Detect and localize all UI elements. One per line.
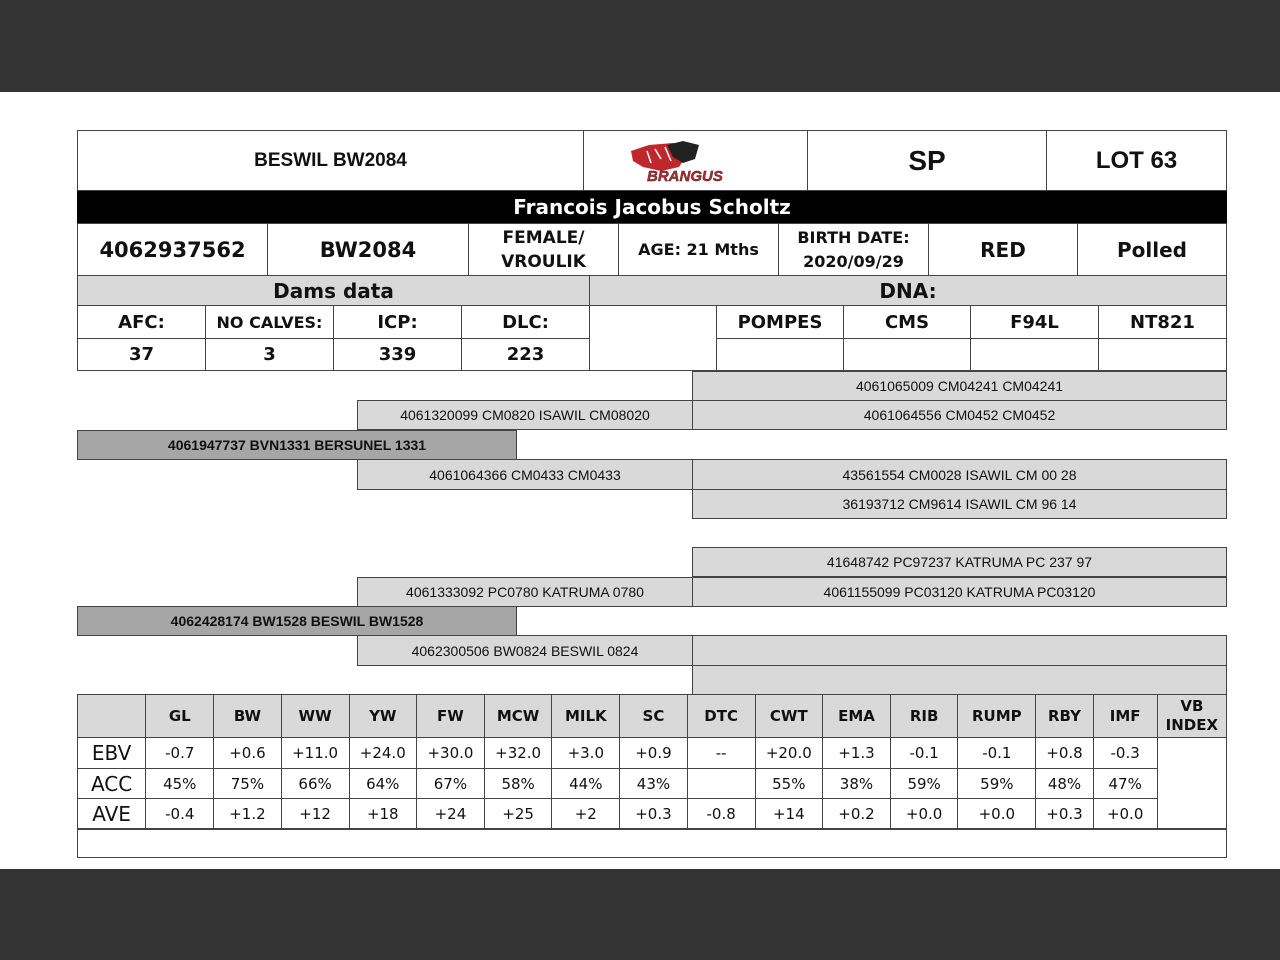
ave-cell: +14	[755, 799, 822, 830]
dna-header-nt821: NT821	[1098, 305, 1227, 339]
animal-tag: BW2084	[267, 223, 469, 276]
dna-value-nt821	[1098, 338, 1227, 371]
acc-cell	[687, 769, 755, 799]
dna-spacer	[589, 305, 717, 371]
ave-cell: +0.2	[822, 799, 890, 830]
acc-cell: 75%	[214, 769, 281, 799]
ebv-col-ww: WW	[281, 695, 349, 738]
dna-value-f94l	[970, 338, 1099, 371]
ave-cell: -0.8	[687, 799, 755, 830]
dams-data-title: Dams data	[77, 275, 590, 306]
acc-cell: 67%	[416, 769, 484, 799]
birth-date-label: BIRTH DATE:	[797, 227, 910, 247]
ebv-cell: +24.0	[349, 738, 416, 769]
acc-cell: 38%	[822, 769, 890, 799]
vb-index-line-2: INDEX	[1165, 716, 1219, 734]
ebv-cell: +11.0	[281, 738, 349, 769]
acc-cell: 66%	[281, 769, 349, 799]
ave-cell: +0.0	[958, 799, 1036, 830]
acc-row-label: ACC	[78, 769, 146, 799]
ebv-row-label: EBV	[78, 738, 146, 769]
birth-date-value: 2020/09/29	[803, 251, 904, 271]
ave-cell: -0.4	[146, 799, 214, 830]
pedigree-sire-dam-sire: 43561554 CM0028 ISAWIL CM 00 28	[692, 459, 1227, 490]
ebv-cell: +0.6	[214, 738, 281, 769]
ebv-header-row	[78, 695, 1227, 738]
acc-cell: 48%	[1036, 769, 1093, 799]
ebv-row-ave	[78, 799, 1227, 830]
ebv-col-dtc: DTC	[687, 695, 755, 738]
brangus-logo	[583, 130, 808, 191]
color: RED	[928, 223, 1078, 276]
ebv-col-imf: IMF	[1093, 695, 1157, 738]
ave-cell: +0.3	[1036, 799, 1093, 830]
document-page	[0, 92, 1280, 869]
dams-value-icp: 339	[333, 338, 462, 371]
birth-date-cell	[778, 223, 929, 276]
sex-line-1: FEMALE/	[502, 227, 585, 248]
vb-index-value	[1157, 738, 1226, 830]
dams-header-icp: ICP:	[333, 305, 462, 339]
dams-value-no-calves: 3	[205, 338, 334, 371]
acc-cell: 58%	[485, 769, 552, 799]
ebv-cell: -0.7	[146, 738, 214, 769]
vb-index-line-1: VB	[1180, 697, 1204, 715]
bull-logo-icon	[621, 137, 771, 185]
animal-name: BESWIL BW2084	[77, 130, 584, 191]
ebv-col-rib: RIB	[891, 695, 958, 738]
pedigree-sire-sire-sire: 4061065009 CM04241 CM04241	[692, 371, 1227, 401]
ebv-col-cwt: CWT	[755, 695, 822, 738]
footer-empty-row	[77, 828, 1227, 858]
ebv-col-fw: FW	[416, 695, 484, 738]
owner-name: Francois Jacobus Scholtz	[77, 191, 1227, 223]
ave-cell: +0.0	[891, 799, 958, 830]
pedigree-sire-dam-dam: 36193712 CM9614 ISAWIL CM 96 14	[692, 489, 1227, 519]
acc-cell: 55%	[755, 769, 822, 799]
ebv-col-vb-index	[1157, 695, 1226, 738]
dams-header-no-calves: NO CALVES:	[205, 305, 334, 339]
sex-line-2: VROULIK	[501, 251, 586, 272]
dna-header-cms: CMS	[843, 305, 971, 339]
ebv-cell: +20.0	[755, 738, 822, 769]
dna-value-pompes	[716, 338, 844, 371]
ebv-col-mcw: MCW	[485, 695, 552, 738]
ebv-col-sc: SC	[620, 695, 687, 738]
ebv-cell: +0.8	[1036, 738, 1093, 769]
pedigree-dam-sire-dam: 4061155099 PC03120 KATRUMA PC03120	[692, 577, 1227, 607]
acc-cell: 47%	[1093, 769, 1157, 799]
acc-cell: 44%	[552, 769, 620, 799]
ebv-row-acc	[78, 769, 1227, 799]
pedigree-dam-sire-sire: 41648742 PC97237 KATRUMA PC 237 97	[692, 547, 1227, 577]
ebv-col-gl: GL	[146, 695, 214, 738]
grade-label: SP	[807, 130, 1047, 191]
dams-value-dlc: 223	[461, 338, 590, 371]
acc-cell: 64%	[349, 769, 416, 799]
ebv-cell: +3.0	[552, 738, 620, 769]
ebv-cell: --	[687, 738, 755, 769]
ebv-col-rump: RUMP	[958, 695, 1036, 738]
ebv-col-ema: EMA	[822, 695, 890, 738]
ave-cell: +24	[416, 799, 484, 830]
acc-cell: 43%	[620, 769, 687, 799]
ave-cell: +18	[349, 799, 416, 830]
ave-cell: +0.3	[620, 799, 687, 830]
pedigree-dam-sire: 4061333092 PC0780 KATRUMA 0780	[357, 577, 693, 607]
age: AGE: 21 Mths	[618, 223, 779, 276]
sex-cell	[468, 223, 619, 276]
lot-number: LOT 63	[1046, 130, 1227, 191]
ebv-col-rby: RBY	[1036, 695, 1093, 738]
acc-cell: 59%	[891, 769, 958, 799]
ebv-table	[77, 694, 1227, 830]
pedigree-dam-dam-dam	[692, 665, 1227, 695]
dna-title: DNA:	[589, 275, 1227, 306]
ebv-col-bw: BW	[214, 695, 281, 738]
ave-cell: +12	[281, 799, 349, 830]
dna-header-f94l: F94L	[970, 305, 1099, 339]
ebv-cell: +30.0	[416, 738, 484, 769]
ave-cell: +2	[552, 799, 620, 830]
pedigree-dam: 4062428174 BW1528 BESWIL BW1528	[77, 606, 517, 636]
pedigree-dam-dam: 4062300506 BW0824 BESWIL 0824	[357, 635, 693, 666]
animal-id: 4062937562	[77, 223, 268, 276]
pedigree-dam-dam-sire	[692, 635, 1227, 666]
acc-cell: 45%	[146, 769, 214, 799]
ave-cell: +1.2	[214, 799, 281, 830]
ebv-col-yw: YW	[349, 695, 416, 738]
ebv-cell: -0.1	[958, 738, 1036, 769]
pedigree-sire-dam: 4061064366 CM0433 CM0433	[357, 459, 693, 490]
dna-value-cms	[843, 338, 971, 371]
ebv-col-milk: MILK	[552, 695, 620, 738]
ebv-cell: -0.3	[1093, 738, 1157, 769]
ave-cell: +0.0	[1093, 799, 1157, 830]
ebv-cell: -0.1	[891, 738, 958, 769]
dams-header-dlc: DLC:	[461, 305, 590, 339]
ebv-row-ebv	[78, 738, 1227, 769]
ebv-cell: +0.9	[620, 738, 687, 769]
ebv-cell: +1.3	[822, 738, 890, 769]
dna-header-pompes: POMPES	[716, 305, 844, 339]
dams-header-afc: AFC:	[77, 305, 206, 339]
ave-row-label: AVE	[78, 799, 146, 830]
dams-value-afc: 37	[77, 338, 206, 371]
ave-cell: +25	[485, 799, 552, 830]
pedigree-sire: 4061947737 BVN1331 BERSUNEL 1331	[77, 430, 517, 460]
logo-text: BRANGUS	[646, 167, 723, 185]
pedigree-sire-sire: 4061320099 CM0820 ISAWIL CM08020	[357, 400, 693, 430]
pedigree-sire-sire-dam: 4061064556 CM0452 CM0452	[692, 400, 1227, 430]
acc-cell: 59%	[958, 769, 1036, 799]
ebv-cell: +32.0	[485, 738, 552, 769]
ebv-corner-cell	[78, 695, 146, 738]
horn-status: Polled	[1077, 223, 1227, 276]
